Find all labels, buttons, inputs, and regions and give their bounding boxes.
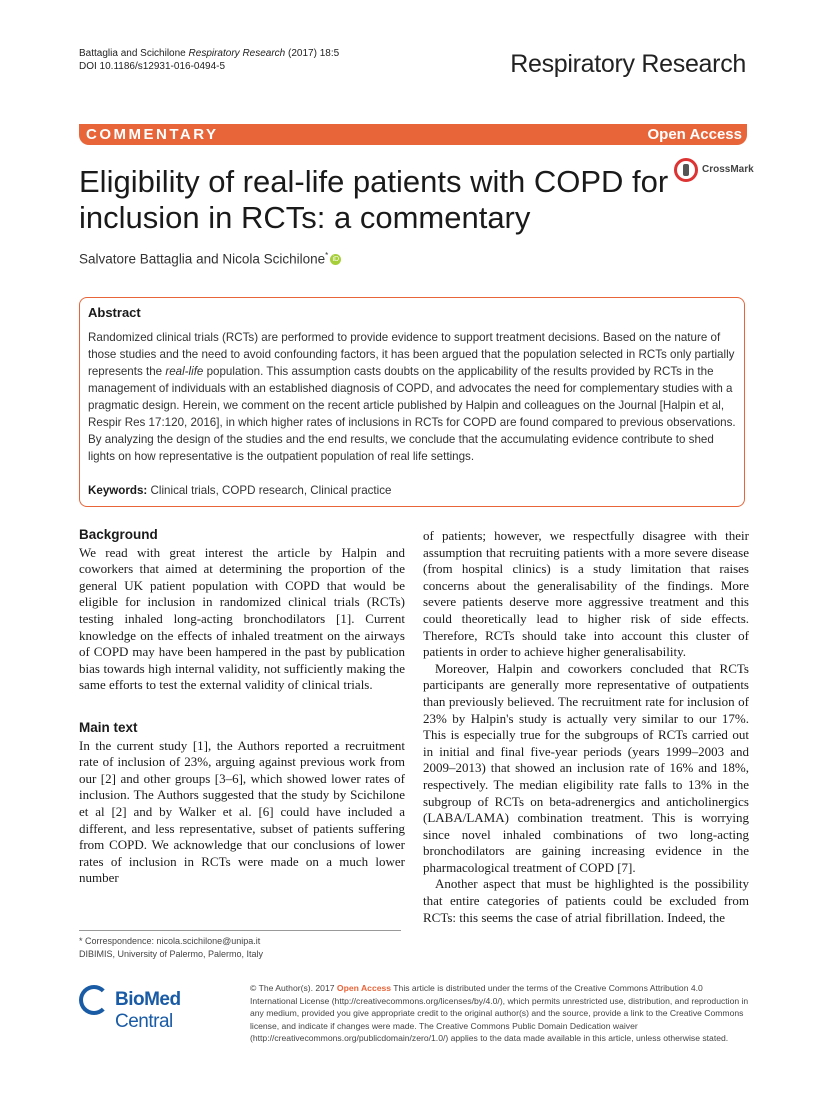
abstract-heading: Abstract	[88, 305, 141, 320]
author-list	[79, 251, 341, 267]
correspondence: * Correspondence: nicola.scichilone@unipa.it	[79, 936, 261, 946]
footnote	[79, 935, 263, 961]
open-access-badge: Open Access	[647, 126, 742, 143]
orcid-icon[interactable]: iD	[330, 254, 341, 265]
journal-name: Respiratory Research	[510, 50, 746, 78]
license-text: © The Author(s). 2017 Open Access This article is distributed under the terms of the Creative Commons Attribution 4.0 International License (http://creativecommons.org/licenses/by/4.0/), which permits unrestricted use, distribution, and reproduction in any medium, provided you give appropriate credit to the original author(s) and the source, provide a link to the Creative Commons license, and indicate if changes were made. The Creative Commons Public Domain Dedication waiver (http://creativecommons.org/publicdomain/zero/1.0/) applies to the data made available in this article, unless otherwise stated.	[250, 983, 749, 1043]
abstract-text: Randomized clinical trials (RCTs) are performed to provide evidence to support treatment decisions. Based on the nature of those studies and the need to avoid confounding factors, it has been argued that the population selected in RCTs only partially represents the real-life population. This assumption casts doubts on the applicability of the results provided by RCTs in the management of individuals with an established diagnosis of COPD, and advocates the need for complementary studies with a pragmatic design. Herein, we comment on the recent article published by Halpin and colleagues on the Journal [Halpin et al, Respir Res 17:120, 2016], in which higher rates of inclusions in RCTs for COPD are found compared to previous observations. By analyzing the design of the studies and the end results, we conclude that the accumulating evidence contribute to shed lights on how representative is the outpatient population of real life settings.	[88, 331, 736, 463]
keywords	[88, 484, 391, 497]
background-heading: Background	[79, 527, 158, 542]
citation-authors: Battaglia and Scichilone	[79, 48, 186, 59]
crossmark-icon	[674, 158, 698, 182]
crossmark-label: CrossMark	[702, 164, 754, 175]
corresponding-mark: *	[325, 251, 329, 260]
main-text-paragraph: In the current study [1], the Authors reported a recruitment rate of inclusion of 23%, arguing against previous work from our [2] and other groups [3–6], which showed lower rates of inclusion. The Authors suggested that the study by Scichilone et al [2] and by Walker et al. [6] could have included a different, and less representative, subset of patients suffering from COPD. We acknowledge that our conclusions of lower rates of inclusion in RCTs were made on a much lower number	[79, 737, 405, 886]
left-column	[79, 527, 405, 887]
citation-journal: Respiratory Research	[188, 48, 286, 59]
author-names: Salvatore Battaglia and Nicola Scichilone	[79, 251, 326, 267]
right-paragraph-3: Another aspect that must be highlighted is the possibility that entire categories of patients could be excluded from RCTs: this seems the case of atrial fibrillation. Indeed, the	[423, 876, 749, 925]
bmc-logo-icon	[79, 985, 109, 1015]
article-type-banner	[79, 124, 747, 145]
article-title: Eligibility of real-life patients with COPD for inclusion in RCTs: a commentary	[79, 164, 669, 235]
article-type: COMMENTARY	[86, 126, 219, 143]
citation-line	[79, 47, 339, 73]
biomed-central-logo	[79, 983, 239, 1032]
footnote-divider	[79, 930, 401, 931]
keywords-label: Keywords:	[88, 484, 148, 497]
affiliation: DIBIMIS, University of Palermo, Palermo, Italy	[79, 949, 264, 959]
bmc-logo-text: BioMed Central	[115, 989, 181, 1032]
crossmark-button[interactable]	[674, 158, 754, 186]
right-paragraph-1: of patients; however, we respectfully disagree with their assumption that recruiting patients with a more severe disease (from hospital clinics) is a study limitation that raises concerns about the generalisability of the findings. More severe patients deserve more aggressive treatment and this could theoretically lead to higher risk of side effects. Therefore, RCTs should take into account this cluster of patients in order to achieve higher generalisability.	[423, 528, 749, 660]
keywords-list: Clinical trials, COPD research, Clinical practice	[150, 484, 392, 497]
right-column	[423, 528, 749, 926]
abstract-box	[79, 297, 745, 507]
doi[interactable]: DOI 10.1186/s12931-016-0494-5	[79, 61, 226, 72]
citation-volume: (2017) 18:5	[288, 48, 340, 59]
background-paragraph: We read with great interest the article by Halpin and coworkers that aimed at determining the proportion of the general UK patient population with COPD that would be eligible for inclusion in randomized clinical trials (RCTs) testing inhaled long-acting bronchodilators [1]. Current knowledge on the effects of inhaled treatment on the airways of COPD may have been hampered in the past by publication bias towards high internal validity, not sufficiently making the same efforts to test the external validity of clinical trials.	[79, 544, 405, 693]
right-paragraph-2: Moreover, Halpin and coworkers concluded that RCTs participants are generally more representative of outpatients than previously believed. The recruitment rate for inclusion of 23% by Halpin's study is actually very similar to our 17%. This is especially true for the subgroups of RCTs carried out in initial and final five-year periods (years 1999–2003 and 2009–2013) that showed an inclusion rate of 16% and 18%, respectively. The median eligibility rate falls to 13% in the subgroup of RCTs on beta-adrenergics and anticholinergics (LABA/LAMA) combination treatment. This is worrying since novel inhaled combinations of two long-acting bronchodilators are gaining increasing evidence in the pharmacological treatment of COPD [7].	[423, 660, 749, 875]
main-text-heading: Main text	[79, 719, 138, 735]
